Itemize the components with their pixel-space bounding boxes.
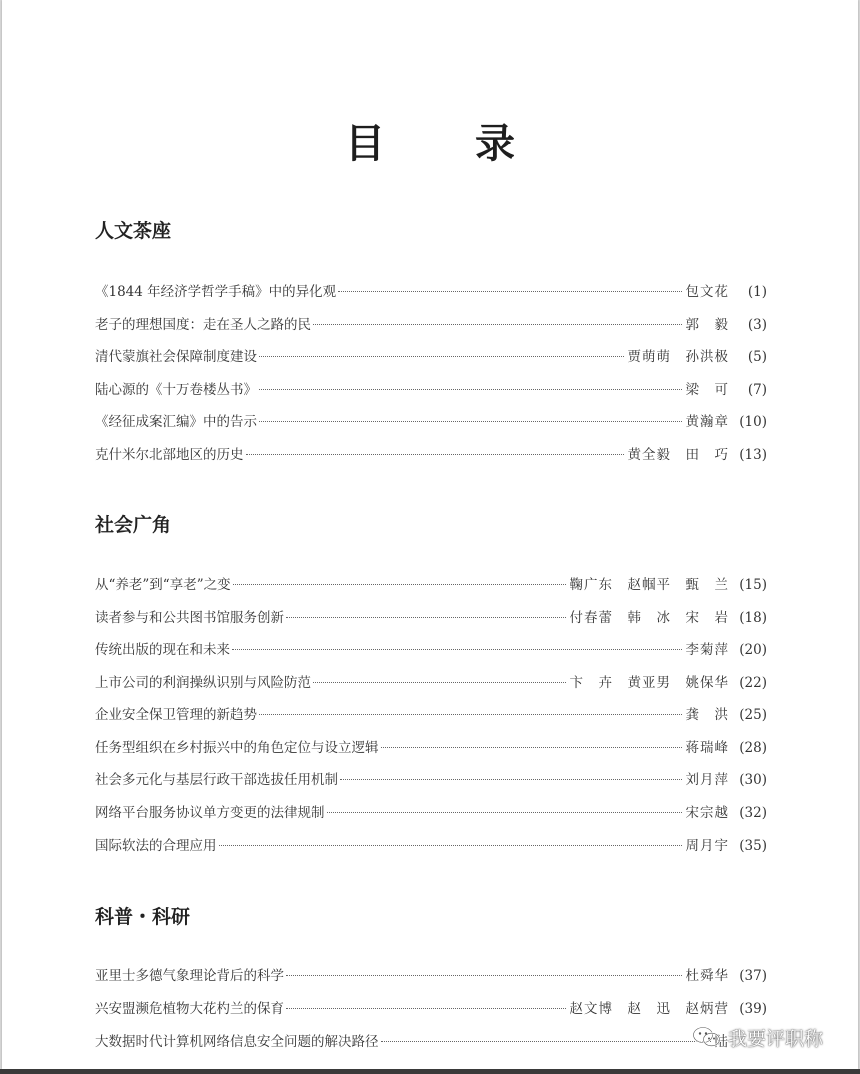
leader-dots <box>286 1008 566 1009</box>
toc-entry[interactable] <box>95 964 767 986</box>
toc-entry[interactable] <box>95 671 767 693</box>
entry-title: 传统出版的现在和未来 <box>95 642 230 658</box>
entry-author: 黄全毅 田 巧 <box>627 447 729 463</box>
toc-entry[interactable] <box>95 573 767 595</box>
entry-title: 国际软法的合理应用 <box>95 838 217 854</box>
entry-title: 大数据时代计算机网络信息安全问题的解决路径 <box>95 1034 379 1050</box>
entry-title: 陆心源的《十万卷楼丛书》 <box>95 382 257 398</box>
entry-page: (13) <box>739 447 767 463</box>
entry-title: 克什米尔北部地区的历史 <box>95 447 244 463</box>
leader-dots <box>259 389 682 390</box>
leader-dots <box>286 975 682 976</box>
watermark <box>692 1022 823 1052</box>
toc-entry[interactable] <box>95 410 767 432</box>
entry-page: (20) <box>739 642 767 658</box>
toc-entry[interactable] <box>95 606 767 628</box>
toc-entry[interactable] <box>95 638 767 660</box>
entry-page: (5) <box>747 349 767 365</box>
entry-author: 杜舜华 <box>685 968 729 984</box>
entry-author: 贾萌萌 孙洪极 <box>627 349 729 365</box>
leader-dots <box>219 845 682 846</box>
leader-dots <box>246 454 624 455</box>
entry-page: (15) <box>739 577 767 593</box>
section-heading: 科普・科研 <box>95 906 191 928</box>
entry-title: 老子的理想国度：走在圣人之路的民 <box>95 317 311 333</box>
entry-author: 郭 毅 <box>685 317 729 333</box>
entry-page: (32) <box>739 805 767 821</box>
toc-entry[interactable] <box>95 280 767 302</box>
leader-dots <box>259 714 682 715</box>
leader-dots <box>232 649 682 650</box>
toc-entry[interactable] <box>95 443 767 465</box>
toc-entry[interactable] <box>95 378 767 400</box>
page-title: 目 录 <box>345 121 553 167</box>
entry-page: (28) <box>739 740 767 756</box>
entry-title: 《经征成案汇编》中的告示 <box>95 414 257 430</box>
toc-entry[interactable] <box>95 768 767 790</box>
entry-author: 赵文博 赵 迅 赵炳营 <box>569 1001 729 1017</box>
entry-page: (35) <box>739 838 767 854</box>
entry-page: (18) <box>739 610 767 626</box>
leader-dots <box>286 617 566 618</box>
leader-dots <box>327 812 682 813</box>
document-page <box>2 0 858 1069</box>
leader-dots <box>313 682 566 683</box>
toc-entry[interactable] <box>95 703 767 725</box>
bottom-edge <box>0 1069 860 1074</box>
wechat-icon <box>692 1025 722 1049</box>
entry-title: 社会多元化与基层行政干部选拔任用机制 <box>95 772 338 788</box>
section-heading: 人文茶座 <box>95 220 172 242</box>
leader-dots <box>313 324 682 325</box>
entry-title: 任务型组织在乡村振兴中的角色定位与设立逻辑 <box>95 740 379 756</box>
leader-dots <box>233 584 566 585</box>
toc-entry[interactable] <box>95 834 767 856</box>
toc-entry[interactable] <box>95 345 767 367</box>
entry-page: (39) <box>739 1001 767 1017</box>
toc-entry[interactable] <box>95 997 767 1019</box>
section-heading: 社会广角 <box>95 514 172 536</box>
leader-dots <box>338 291 681 292</box>
watermark-text: 我要评职称 <box>728 1027 824 1050</box>
entry-page: (22) <box>739 675 767 691</box>
entry-author: 宋宗越 <box>685 805 729 821</box>
entry-page: (1) <box>747 284 767 300</box>
entry-page: (7) <box>747 382 767 398</box>
leader-dots <box>340 779 682 780</box>
entry-title: 清代蒙旗社会保障制度建设 <box>95 349 257 365</box>
entry-title: 网络平台服务协议单方变更的法律规制 <box>95 805 325 821</box>
entry-title: 《1844 年经济学哲学手稿》中的异化观 <box>95 284 337 300</box>
entry-author: 刘月萍 <box>685 772 729 788</box>
entry-page: (25) <box>739 707 767 723</box>
entry-title: 企业安全保卫管理的新趋势 <box>95 707 257 723</box>
entry-title: 兴安盟濒危植物大花杓兰的保育 <box>95 1001 284 1017</box>
toc-entry[interactable] <box>95 313 767 335</box>
entry-author: 周月宇 <box>685 838 729 854</box>
entry-page: (30) <box>739 772 767 788</box>
entry-author: 李菊萍 <box>685 642 729 658</box>
entry-title: 读者参与和公共图书馆服务创新 <box>95 610 284 626</box>
entry-author: 梁 可 <box>685 382 729 398</box>
entry-title: 从“养老”到“享老”之变 <box>95 577 231 593</box>
entry-author: 包文花 <box>685 284 729 300</box>
toc-entry[interactable] <box>95 736 767 758</box>
leader-dots <box>259 421 682 422</box>
leader-dots <box>381 747 682 748</box>
leader-dots <box>259 356 624 357</box>
leader-dots <box>381 1041 711 1042</box>
entry-author: 黄瀚章 <box>685 414 729 430</box>
toc-entry[interactable] <box>95 801 767 823</box>
entry-title: 亚里士多德气象理论背后的科学 <box>95 968 284 984</box>
entry-page: (37) <box>739 968 767 984</box>
entry-author: 卞 卉 黄亚男 姚保华 <box>569 675 729 691</box>
toc-entry[interactable] <box>95 1030 767 1052</box>
entry-author: 鞠广东 赵帼平 甄 兰 <box>569 577 729 593</box>
entry-author: 蒋瑞峰 <box>685 740 729 756</box>
entry-page: (3) <box>747 317 767 333</box>
entry-author: 陆 <box>714 1034 729 1050</box>
entry-author: 龚 洪 <box>685 707 729 723</box>
entry-author: 付春蕾 韩 冰 宋 岩 <box>569 610 729 626</box>
entry-page: (10) <box>739 414 767 430</box>
entry-title: 上市公司的利润操纵识别与风险防范 <box>95 675 311 691</box>
